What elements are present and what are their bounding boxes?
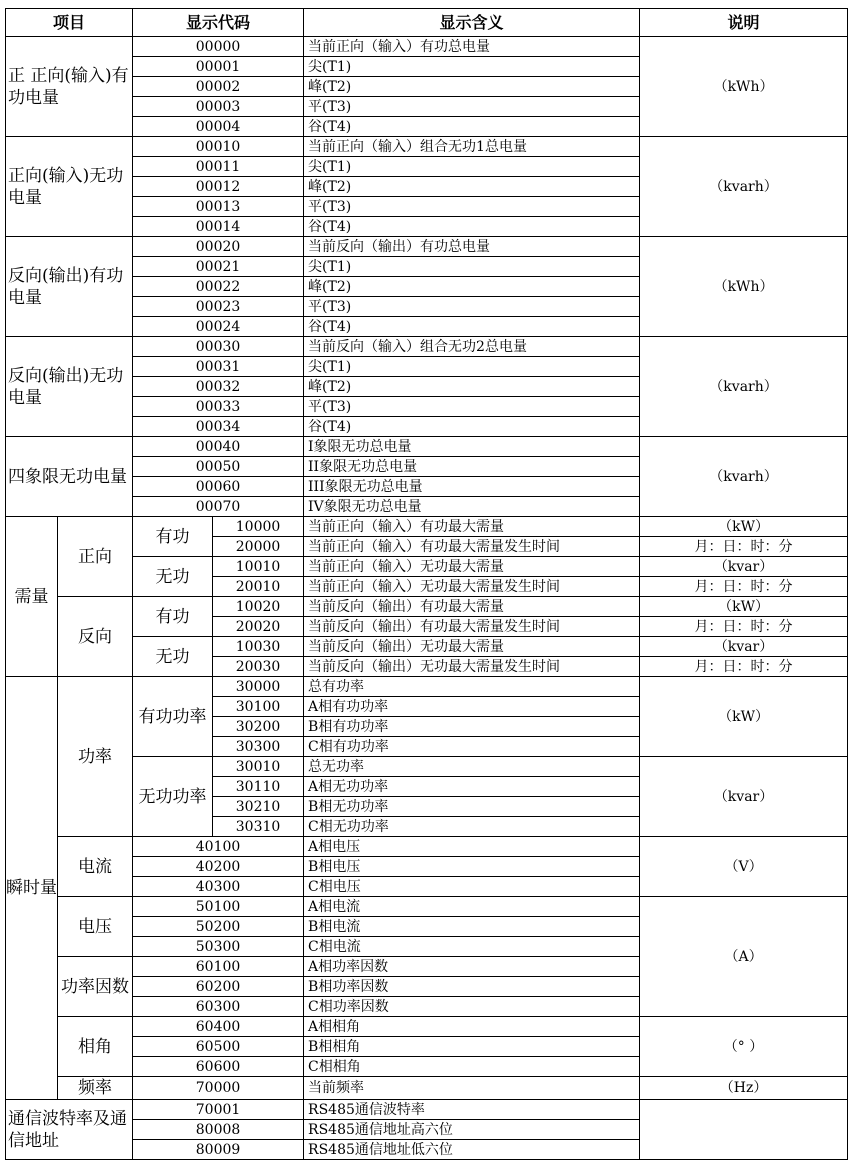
code-cell: 50300 — [133, 937, 304, 957]
code-cell: 60200 — [133, 977, 304, 997]
note-cell — [640, 1100, 848, 1160]
code-cell: 50100 — [133, 897, 304, 917]
code-cell: 30000 — [213, 677, 304, 697]
code-cell: 00033 — [133, 397, 304, 417]
header-item: 项目 — [6, 9, 133, 37]
instant-power-label: 功率 — [58, 677, 133, 837]
code-cell: 20030 — [213, 657, 304, 677]
note-cell: 月：日：时：分 — [640, 617, 848, 637]
meaning-cell: 平(T3) — [304, 297, 640, 317]
group-label: 四象限无功电量 — [6, 437, 133, 517]
table-row — [6, 637, 848, 657]
table-row — [6, 1017, 848, 1037]
code-cell: 10010 — [213, 557, 304, 577]
note-cell: 月：日：时：分 — [640, 657, 848, 677]
meaning-cell: 平(T3) — [304, 97, 640, 117]
meaning-cell: A相无功功率 — [304, 777, 640, 797]
meaning-cell: C相有功功率 — [304, 737, 640, 757]
code-cell: 40200 — [133, 857, 304, 877]
code-cell: 00023 — [133, 297, 304, 317]
code-cell: 00034 — [133, 417, 304, 437]
table-row — [6, 237, 848, 257]
note-cell: （A） — [640, 897, 848, 1017]
meaning-cell: IV象限无功总电量 — [304, 497, 640, 517]
code-cell: 00024 — [133, 317, 304, 337]
code-cell: 00004 — [133, 117, 304, 137]
note-cell: （kW） — [640, 597, 848, 617]
meaning-cell: 峰(T2) — [304, 277, 640, 297]
meaning-cell: 当前正向（输入）有功最大需量 — [304, 517, 640, 537]
header-code: 显示代码 — [133, 9, 304, 37]
code-cell: 30210 — [213, 797, 304, 817]
meaning-cell: B相功率因数 — [304, 977, 640, 997]
meaning-cell: 尖(T1) — [304, 257, 640, 277]
meaning-cell: 峰(T2) — [304, 377, 640, 397]
note-cell: 月：日：时：分 — [640, 537, 848, 557]
code-cell: 80008 — [133, 1120, 304, 1140]
note-cell: （kW） — [640, 677, 848, 757]
header-row — [6, 9, 848, 37]
code-cell: 30300 — [213, 737, 304, 757]
code-cell: 40100 — [133, 837, 304, 857]
group-label: 正 正向(输入)有功电量 — [6, 37, 133, 137]
note-cell: （kvar） — [640, 637, 848, 657]
meaning-cell: 当前正向（输入）有功总电量 — [304, 37, 640, 57]
code-cell: 00010 — [133, 137, 304, 157]
note-cell: （kvar） — [640, 557, 848, 577]
meaning-cell: 当前反向（输入）组合无功2总电量 — [304, 337, 640, 357]
table-row — [6, 137, 848, 157]
meaning-cell: 尖(T1) — [304, 57, 640, 77]
code-cell: 80009 — [133, 1140, 304, 1160]
note-cell: （kWh） — [640, 237, 848, 337]
meaning-cell: 谷(T4) — [304, 217, 640, 237]
meaning-cell: 平(T3) — [304, 397, 640, 417]
code-cell: 50200 — [133, 917, 304, 937]
meaning-cell: 平(T3) — [304, 197, 640, 217]
table-row — [6, 897, 848, 917]
meaning-cell: 谷(T4) — [304, 417, 640, 437]
demand-type-label: 有功 — [133, 597, 213, 637]
table-row — [6, 437, 848, 457]
code-cell: 30110 — [213, 777, 304, 797]
code-cell: 00020 — [133, 237, 304, 257]
code-cell: 20000 — [213, 537, 304, 557]
code-cell: 60300 — [133, 997, 304, 1017]
code-cell: 20010 — [213, 577, 304, 597]
table-row — [6, 597, 848, 617]
meaning-cell: 当前反向（输出）无功最大需量 — [304, 637, 640, 657]
code-cell: 00060 — [133, 477, 304, 497]
meaning-cell: B相电压 — [304, 857, 640, 877]
meaning-cell: A相有功功率 — [304, 697, 640, 717]
meaning-cell: 当前正向（输入）无功最大需量 — [304, 557, 640, 577]
code-cell: 00000 — [133, 37, 304, 57]
table-row — [6, 757, 848, 777]
note-cell: （kvarh） — [640, 437, 848, 517]
table-row — [6, 557, 848, 577]
code-cell: 30100 — [213, 697, 304, 717]
header-note: 说明 — [640, 9, 848, 37]
meaning-cell: A相相角 — [304, 1017, 640, 1037]
meaning-cell: A相电压 — [304, 837, 640, 857]
meaning-cell: B相相角 — [304, 1037, 640, 1057]
display-code-table — [5, 8, 848, 1160]
header-meaning: 显示含义 — [304, 9, 640, 37]
table-row — [6, 837, 848, 857]
power-type-label: 无功功率 — [133, 757, 213, 837]
meaning-cell: 峰(T2) — [304, 177, 640, 197]
meaning-cell: 当前反向（输出）无功最大需量发生时间 — [304, 657, 640, 677]
table-row — [6, 37, 848, 57]
note-cell: （kvar） — [640, 757, 848, 837]
code-cell: 00014 — [133, 217, 304, 237]
meaning-cell: 尖(T1) — [304, 157, 640, 177]
note-cell: （V） — [640, 837, 848, 897]
group-label: 反向(输出)有功电量 — [6, 237, 133, 337]
note-cell: （kvarh） — [640, 337, 848, 437]
table-row — [6, 1100, 848, 1120]
code-cell: 30200 — [213, 717, 304, 737]
code-cell: 00030 — [133, 337, 304, 357]
code-cell: 00013 — [133, 197, 304, 217]
note-cell: （Hz） — [640, 1077, 848, 1100]
note-cell: （kvarh） — [640, 137, 848, 237]
meaning-cell: I象限无功总电量 — [304, 437, 640, 457]
instant-current-label: 电流 — [58, 837, 133, 897]
meaning-cell: A相电流 — [304, 897, 640, 917]
group-label: 正向(输入)无功电量 — [6, 137, 133, 237]
note-cell: （° ） — [640, 1017, 848, 1077]
code-cell: 20020 — [213, 617, 304, 637]
meaning-cell: 当前正向（输入）组合无功1总电量 — [304, 137, 640, 157]
power-type-label: 有功功率 — [133, 677, 213, 757]
meaning-cell: 当前正向（输入）有功最大需量发生时间 — [304, 537, 640, 557]
code-cell: 60600 — [133, 1057, 304, 1077]
code-cell: 40300 — [133, 877, 304, 897]
code-cell: 30010 — [213, 757, 304, 777]
code-cell: 30310 — [213, 817, 304, 837]
meaning-cell: C相相角 — [304, 1057, 640, 1077]
code-cell: 00040 — [133, 437, 304, 457]
table-row — [6, 677, 848, 697]
code-cell: 00022 — [133, 277, 304, 297]
meaning-cell: 当前正向（输入）无功最大需量发生时间 — [304, 577, 640, 597]
code-cell: 60400 — [133, 1017, 304, 1037]
meaning-cell: 峰(T2) — [304, 77, 640, 97]
demand-forward-label: 正向 — [58, 517, 133, 597]
code-cell: 60100 — [133, 957, 304, 977]
demand-reverse-label: 反向 — [58, 597, 133, 677]
instant-angle-label: 相角 — [58, 1017, 133, 1077]
meaning-cell: 当前频率 — [304, 1077, 640, 1100]
meaning-cell: 总有功率 — [304, 677, 640, 697]
display-code-table-wrapper — [5, 8, 848, 1160]
meaning-cell: 尖(T1) — [304, 357, 640, 377]
code-cell: 00070 — [133, 497, 304, 517]
instant-label: 瞬时量 — [6, 677, 58, 1100]
demand-type-label: 无功 — [133, 557, 213, 597]
code-cell: 00032 — [133, 377, 304, 397]
table-row — [6, 517, 848, 537]
table-row — [6, 1077, 848, 1100]
code-cell: 00012 — [133, 177, 304, 197]
meaning-cell: A相功率因数 — [304, 957, 640, 977]
code-cell: 70000 — [133, 1077, 304, 1100]
note-cell: （kW） — [640, 517, 848, 537]
meaning-cell: C相功率因数 — [304, 997, 640, 1017]
meaning-cell: 谷(T4) — [304, 117, 640, 137]
meaning-cell: C相电压 — [304, 877, 640, 897]
meaning-cell: C相电流 — [304, 937, 640, 957]
code-cell: 00021 — [133, 257, 304, 277]
code-cell: 00001 — [133, 57, 304, 77]
meaning-cell: RS485通信波特率 — [304, 1100, 640, 1120]
code-cell: 00031 — [133, 357, 304, 377]
meaning-cell: B相无功功率 — [304, 797, 640, 817]
meaning-cell: RS485通信地址低六位 — [304, 1140, 640, 1160]
group-label: 通信波特率及通信地址 — [6, 1100, 133, 1160]
meaning-cell: III象限无功总电量 — [304, 477, 640, 497]
code-cell: 10020 — [213, 597, 304, 617]
meaning-cell: B相有功功率 — [304, 717, 640, 737]
code-cell: 00002 — [133, 77, 304, 97]
meaning-cell: 当前反向（输出）有功总电量 — [304, 237, 640, 257]
meaning-cell: C相无功功率 — [304, 817, 640, 837]
instant-voltage-label: 电压 — [58, 897, 133, 957]
note-cell: 月：日：时：分 — [640, 577, 848, 597]
meaning-cell: 当前反向（输出）有功最大需量 — [304, 597, 640, 617]
demand-type-label: 无功 — [133, 637, 213, 677]
demand-label: 需量 — [6, 517, 58, 677]
group-label: 反向(输出)无功电量 — [6, 337, 133, 437]
code-cell: 10000 — [213, 517, 304, 537]
code-cell: 00050 — [133, 457, 304, 477]
meaning-cell: II象限无功总电量 — [304, 457, 640, 477]
meaning-cell: B相电流 — [304, 917, 640, 937]
meaning-cell: 总无功率 — [304, 757, 640, 777]
code-cell: 00003 — [133, 97, 304, 117]
meaning-cell: 当前反向（输出）有功最大需量发生时间 — [304, 617, 640, 637]
meaning-cell: 谷(T4) — [304, 317, 640, 337]
code-cell: 60500 — [133, 1037, 304, 1057]
instant-freq-label: 频率 — [58, 1077, 133, 1100]
note-cell: （kWh） — [640, 37, 848, 137]
code-cell: 10030 — [213, 637, 304, 657]
meaning-cell: RS485通信地址高六位 — [304, 1120, 640, 1140]
table-row — [6, 337, 848, 357]
demand-type-label: 有功 — [133, 517, 213, 557]
instant-pf-label: 功率因数 — [58, 957, 133, 1017]
code-cell: 00011 — [133, 157, 304, 177]
code-cell: 70001 — [133, 1100, 304, 1120]
